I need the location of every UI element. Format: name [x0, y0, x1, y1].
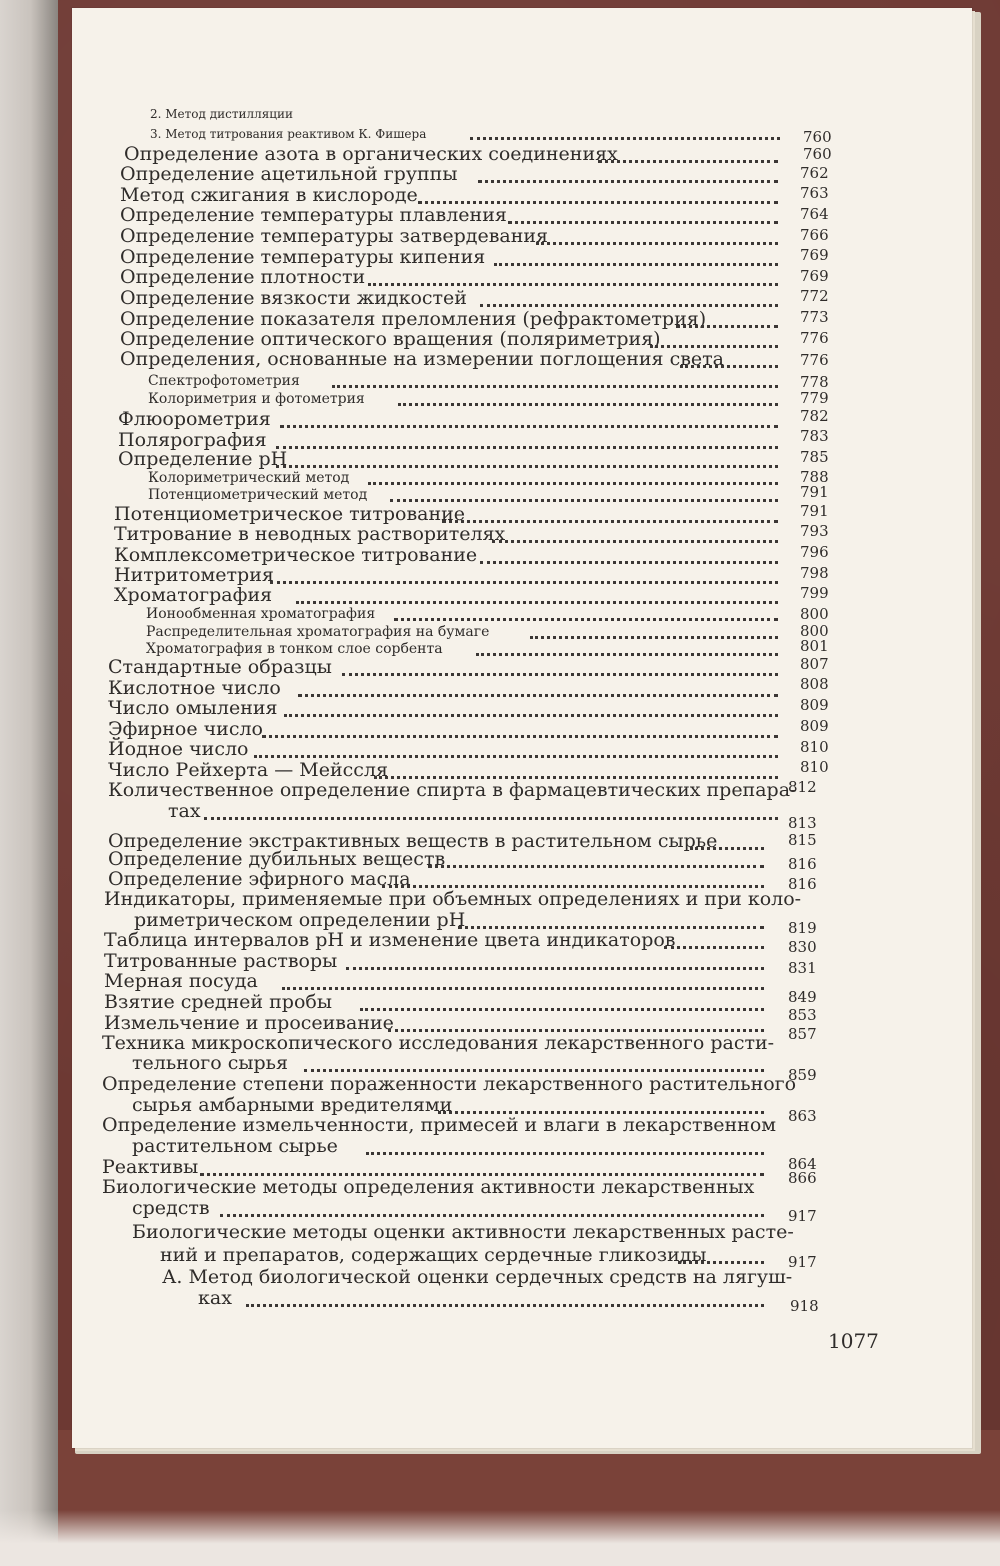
- toc-entry-page: 815: [788, 831, 817, 849]
- toc-entry-page: 849: [788, 988, 817, 1006]
- toc-entry-page: 776: [800, 329, 829, 347]
- toc-entry-page: 809: [800, 717, 829, 735]
- toc-entry-title: Определение показателя преломления (рефрактометрия): [120, 308, 707, 330]
- toc-entry-page: 778: [800, 373, 829, 391]
- toc-entry-page: 812: [788, 778, 817, 796]
- toc-entry-title: Потенциометрический метод: [148, 487, 368, 503]
- toc-entry-page: 813: [788, 814, 817, 832]
- toc-entry-title: Определение азота в органических соединениях: [124, 143, 618, 165]
- toc-entry-page: 810: [800, 738, 829, 756]
- toc-entry-title: Кислотное число: [108, 677, 281, 699]
- toc-entry-title: Определение оптического вращения (поляриметрия): [120, 328, 661, 350]
- toc-dot-leader: [598, 160, 778, 163]
- toc-entry-page: 819: [788, 919, 817, 937]
- toc-entry-page: 785: [800, 448, 829, 466]
- toc-entry-page: 776: [800, 351, 829, 369]
- toc-dot-leader: [690, 847, 764, 850]
- toc-entry-page: 808: [800, 675, 829, 693]
- toc-dot-leader: [398, 403, 778, 406]
- toc-entry-page: 816: [788, 875, 817, 893]
- toc-entry-title: тельного сырья: [132, 1052, 288, 1074]
- toc-entry-page: 791: [800, 502, 829, 520]
- toc-entry-title: Биологические методы определения активности лекарственных: [102, 1176, 755, 1198]
- toc-dot-leader: [480, 304, 778, 307]
- toc-dot-leader: [282, 987, 764, 990]
- toc-entry-page: 769: [800, 246, 829, 264]
- toc-entry-page: 762: [800, 164, 829, 182]
- toc-entry-title: Измельчение и просеивание: [104, 1012, 394, 1034]
- toc-entry-page: 917: [788, 1253, 817, 1271]
- toc-entry-title: Определение температуры затвердевания: [120, 225, 549, 247]
- toc-dot-leader: [428, 865, 764, 868]
- toc-entry-title: Метод сжигания в кислороде: [120, 184, 418, 206]
- toc-entry-page: 796: [800, 543, 829, 561]
- toc-entry-page: 816: [788, 855, 817, 873]
- toc-entry-title: Реактивы: [102, 1156, 199, 1178]
- toc-entry-title: растительном сырье: [132, 1135, 338, 1157]
- toc-dot-leader: [296, 601, 778, 604]
- toc-entry-page: 917: [788, 1207, 817, 1225]
- toc-entry-page: 760: [803, 145, 832, 163]
- toc-entry-title: Индикаторы, применяемые при объемных определениях и при коло-: [104, 888, 802, 910]
- toc-entry-page: 864: [788, 1155, 817, 1173]
- toc-entry-title: Определение температуры плавления: [120, 204, 507, 226]
- toc-entry-title: Йодное число: [108, 738, 249, 760]
- toc-dot-leader: [332, 385, 778, 388]
- toc-entry-page: 783: [800, 427, 829, 445]
- toc-entry-page: 760: [803, 128, 832, 146]
- toc-dot-leader: [678, 1261, 764, 1264]
- toc-entry-title: Определения, основанные на измерении поглощения света: [120, 348, 725, 370]
- toc-entry-page: 798: [800, 564, 829, 582]
- toc-dot-leader: [536, 242, 778, 245]
- toc-dot-leader: [284, 714, 778, 717]
- toc-entry-page: 859: [788, 1066, 817, 1084]
- toc-dot-leader: [478, 180, 778, 183]
- toc-dot-leader: [664, 946, 764, 949]
- toc-entry-title: Определение температуры кипения: [120, 246, 486, 268]
- toc-entry-title: Биологические методы оценки активности лекарственных расте-: [132, 1221, 794, 1243]
- toc-dot-leader: [254, 755, 778, 758]
- toc-dot-leader: [366, 1152, 764, 1155]
- toc-dot-leader: [346, 967, 764, 970]
- toc-entry-title: ний и препаратов, содержащих сердечные гликозиды: [160, 1244, 707, 1266]
- toc-entry-title: Распределительная хроматография на бумаге: [146, 624, 490, 640]
- toc-dot-leader: [270, 581, 778, 584]
- toc-entry-title: Определение измельченности, примесей и влаги в лекарственном: [102, 1114, 777, 1136]
- toc-entry-title: Определение рН: [118, 448, 288, 470]
- toc-entry-title: Определение экстрактивных веществ в растительном сырье: [108, 830, 718, 852]
- toc-entry-title: Колориметрия и фотометрия: [148, 391, 365, 407]
- toc-dot-leader: [470, 137, 780, 140]
- toc-entry-title: сырья амбарными вредителями: [132, 1094, 453, 1116]
- toc-entry-page: 801: [800, 637, 829, 655]
- toc-dot-leader: [280, 425, 778, 428]
- toc-dot-leader: [360, 1008, 764, 1011]
- toc-dot-leader: [368, 482, 778, 485]
- toc-entry-page: 830: [788, 938, 817, 956]
- toc-dot-leader: [262, 735, 778, 738]
- toc-dot-leader: [508, 221, 778, 224]
- toc-entry-title: средств: [132, 1197, 210, 1219]
- toc-dot-leader: [390, 499, 778, 502]
- toc-entry-page: 763: [800, 184, 829, 202]
- toc-entry-title: Число Рейхерта — Мейссля: [108, 759, 388, 781]
- toc-dot-leader: [680, 365, 778, 368]
- toc-entry-title: Количественное определение спирта в фармацевтических препара-: [108, 779, 797, 801]
- toc-entry-title: Титрование в неводных растворителях: [114, 523, 506, 545]
- toc-dot-leader: [530, 636, 778, 639]
- toc-dot-leader: [220, 1214, 764, 1217]
- toc-entry-page: 857: [788, 1025, 817, 1043]
- toc-entry-title: Спектрофотометрия: [148, 373, 300, 389]
- toc-entry-title: Мерная посуда: [104, 970, 258, 992]
- toc-entry-page: 800: [800, 605, 829, 623]
- toc-entry-title: Число омыления: [108, 697, 278, 719]
- toc-dot-leader: [342, 673, 778, 676]
- toc-entry-title: Определение эфирного масла: [108, 868, 411, 890]
- toc-entry-title: 2. Метод дистилляции: [150, 107, 293, 121]
- toc-entry-title: 3. Метод титрования реактивом К. Фишера: [150, 127, 427, 141]
- toc-entry-title: Таблица интервалов рН и изменение цвета индикаторов: [104, 929, 676, 951]
- toc-entry-page: 807: [800, 655, 829, 673]
- toc-entry-title: Определение плотности: [120, 266, 366, 288]
- toc-dot-leader: [204, 817, 778, 820]
- toc-entry-title: А. Метод биологической оценки сердечных средств на лягуш-: [162, 1266, 793, 1288]
- toc-dot-leader: [476, 653, 778, 656]
- toc-entry-title: Определение вязкости жидкостей: [120, 287, 467, 309]
- toc-dot-leader: [304, 1069, 764, 1072]
- toc-entry-page: 863: [788, 1107, 817, 1125]
- toc-entry-page: 769: [800, 267, 829, 285]
- toc-entry-page: 779: [800, 389, 829, 407]
- toc-entry-title: Определение степени пораженности лекарственного растительного: [102, 1073, 797, 1095]
- toc-entry-title: тах: [168, 800, 201, 822]
- toc-entry-page: 773: [800, 308, 829, 326]
- toc-dot-leader: [676, 325, 778, 328]
- toc-dot-leader: [480, 561, 778, 564]
- toc-entry-page: 772: [800, 287, 829, 305]
- toc-entry-page: 866: [788, 1169, 817, 1187]
- toc-dot-leader: [276, 465, 778, 468]
- toc-entry-title: Эфирное число: [108, 718, 263, 740]
- toc-entry-page: 800: [800, 622, 829, 640]
- toc-dot-leader: [394, 618, 778, 621]
- toc-dot-leader: [298, 694, 778, 697]
- toc-dot-leader: [368, 283, 778, 286]
- toc-dot-leader: [246, 1304, 764, 1307]
- toc-entry-title: Определение ацетильной группы: [120, 163, 458, 185]
- toc-entry-title: риметрическом определении рН: [134, 909, 466, 931]
- toc-entry-title: Нитритометрия: [114, 564, 274, 586]
- page-number: 1077: [828, 1329, 879, 1353]
- toc-dot-leader: [494, 263, 778, 266]
- toc-entry-title: Титрованные растворы: [104, 950, 338, 972]
- toc-entry-title: Определение дубильных веществ: [108, 848, 446, 870]
- toc-entry-page: 788: [800, 468, 829, 486]
- toc-entry-title: Хроматография: [114, 584, 273, 606]
- toc-entry-page: 766: [800, 226, 829, 244]
- toc-entry-title: Колориметрический метод: [148, 470, 350, 486]
- toc-entry-title: Флюорометрия: [118, 408, 271, 430]
- toc-entry-page: 810: [800, 758, 829, 776]
- toc-entry-title: Хроматография в тонком слое сорбента: [146, 641, 443, 657]
- toc-entry-title: Полярография: [118, 429, 267, 451]
- toc-entry-page: 799: [800, 584, 829, 602]
- toc-entry-title: Стандартные образцы: [108, 656, 332, 678]
- toc-entry-title: Взятие средней пробы: [104, 991, 332, 1013]
- toc-entry-title: Техника микроскопического исследования лекарственного расти-: [102, 1032, 775, 1054]
- toc-dot-leader: [276, 446, 778, 449]
- book-page: [72, 8, 972, 1448]
- toc-entry-page: 918: [790, 1297, 819, 1315]
- toc-dot-leader: [492, 540, 778, 543]
- toc-entry-page: 764: [800, 205, 829, 223]
- toc-entry-page: 809: [800, 696, 829, 714]
- toc-entry-page: 782: [800, 407, 829, 425]
- scan-bottom-background: [0, 1510, 1000, 1566]
- toc-entry-page: 831: [788, 959, 817, 977]
- toc-entry-page: 793: [800, 522, 829, 540]
- toc-entry-title: ках: [198, 1287, 232, 1309]
- toc-entry-page: 791: [800, 483, 829, 501]
- toc-entry-title: Комплексометрическое титрование: [114, 544, 478, 566]
- toc-entry-title: Ионообменная хроматография: [146, 606, 376, 622]
- toc-entry-page: 853: [788, 1006, 817, 1024]
- toc-entry-title: Потенциометрическое титрование: [114, 503, 466, 525]
